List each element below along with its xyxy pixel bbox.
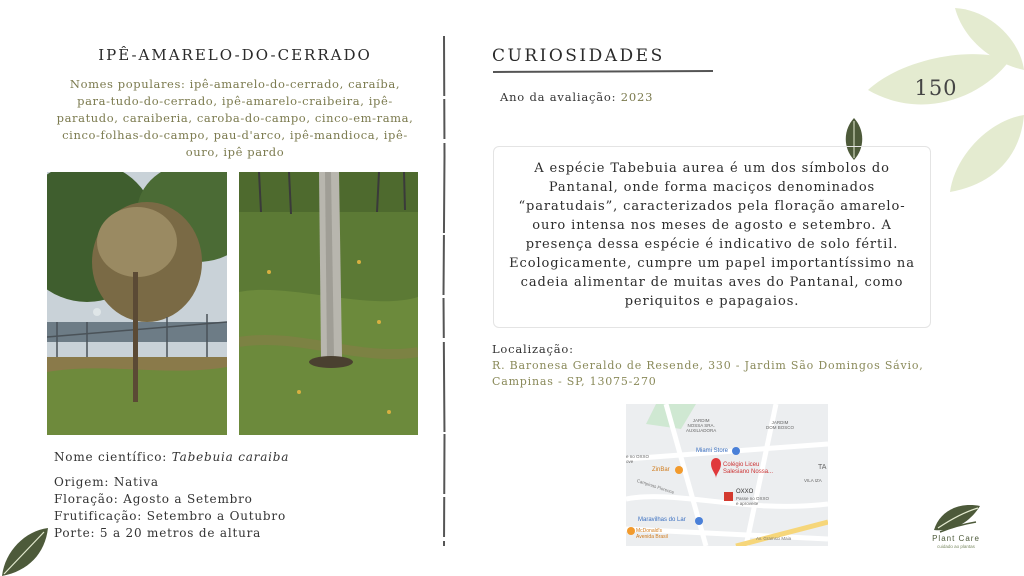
- popular-names-line: para-tudo-do-cerrado, ipê-amarelo-craibeira, ipê-: [77, 94, 393, 108]
- map-label: Passe no OXXO e aproveite: [736, 496, 770, 506]
- address-line: R. Baronesa Geraldo de Resende, 330 - Jardim São Domingos Sávio,: [492, 359, 924, 372]
- popular-names-line: cinco-folhas-do-campo, pau-d'arco, ipê-mandioca, ipê-: [62, 128, 408, 142]
- fact-fruiting: Frutificação: Setembro a Outubro: [54, 509, 286, 523]
- popular-names-line: ouro, ipê pardo: [185, 145, 285, 159]
- map-label: VILA IZA: [804, 478, 822, 483]
- evaluation-year-value: 2023: [620, 90, 654, 104]
- species-title: IPÊ-AMARELO-DO-CERRADO: [98, 46, 372, 64]
- evaluation-year-label: Ano da avaliação:: [500, 90, 617, 104]
- map-label: Campinas Florence: [636, 478, 675, 495]
- curiosity-text: A espécie Tabebuia aurea é um dos símbolos do Pantanal, onde forma maciços denominados “paratudais”, caracterizados pela floração amarelo-ouro intensa nos meses de agosto e setembro. A presença dessa espécie é indicativo de solo fértil. Ecologicamente, cumpre um papel importantíssimo na cadeia alimentar de muitas aves do Pantanal, como periquitos e papagaios.: [509, 161, 915, 309]
- plant-care-logo: [930, 502, 982, 534]
- leaf-icon: [0, 526, 50, 576]
- map-label: ZinBar: [652, 467, 670, 473]
- address-line: Campinas - SP, 13075-270: [492, 375, 657, 388]
- tree-photo: [47, 172, 227, 435]
- fact-size: Porte: 5 a 20 metros de altura: [54, 526, 262, 540]
- location-map[interactable]: [626, 404, 828, 546]
- logo-tagline: cuidado ao plantas: [937, 544, 975, 549]
- scientific-name-label: Nome científico:: [54, 450, 168, 464]
- location-address: [492, 358, 952, 390]
- scientific-name: [54, 450, 289, 464]
- map-label: McDonald's Avenida Brasil: [636, 528, 668, 540]
- map-label: JARDIM DOM BOSCO: [766, 420, 795, 430]
- scientific-name-value: Tabebuia caraiba: [171, 450, 290, 464]
- trunk-photo: [239, 172, 418, 435]
- curiosities-heading: CURIOSIDADES: [492, 46, 665, 66]
- map-label: Maravilhas do Lar: [638, 517, 686, 523]
- location-label: Localização:: [492, 342, 574, 356]
- species-facts: [54, 474, 286, 542]
- fact-flowering: Floração: Agosto a Setembro: [54, 492, 253, 506]
- curiosity-card: [493, 146, 931, 328]
- map-label: e no OXXO ove: [626, 454, 650, 464]
- map-label: TA: [818, 464, 827, 471]
- evaluation-year: [500, 90, 653, 104]
- logo-name: Plant Care: [932, 534, 980, 543]
- popular-names-line: paratudo, caraiberia, caroba-do-campo, cinco-em-rama,: [56, 111, 414, 125]
- map-label: OXXO: [736, 489, 754, 495]
- page-number: 150: [914, 76, 958, 100]
- heading-underline: [493, 69, 713, 75]
- column-divider: [440, 36, 448, 546]
- map-label: JARDIM NOSSA SRA. AUXILIADORA: [686, 418, 717, 433]
- fact-origin: Origem: Nativa: [54, 475, 159, 489]
- map-label: Av. Gramsci Maia: [756, 536, 792, 541]
- popular-names: [36, 76, 434, 161]
- popular-names-line: Nomes populares: ipê-amarelo-do-cerrado, caraíba,: [69, 77, 401, 91]
- map-label: Miami Store: [696, 448, 729, 454]
- map-label: Colégio Liceu Salesiano Nossa...: [723, 462, 774, 475]
